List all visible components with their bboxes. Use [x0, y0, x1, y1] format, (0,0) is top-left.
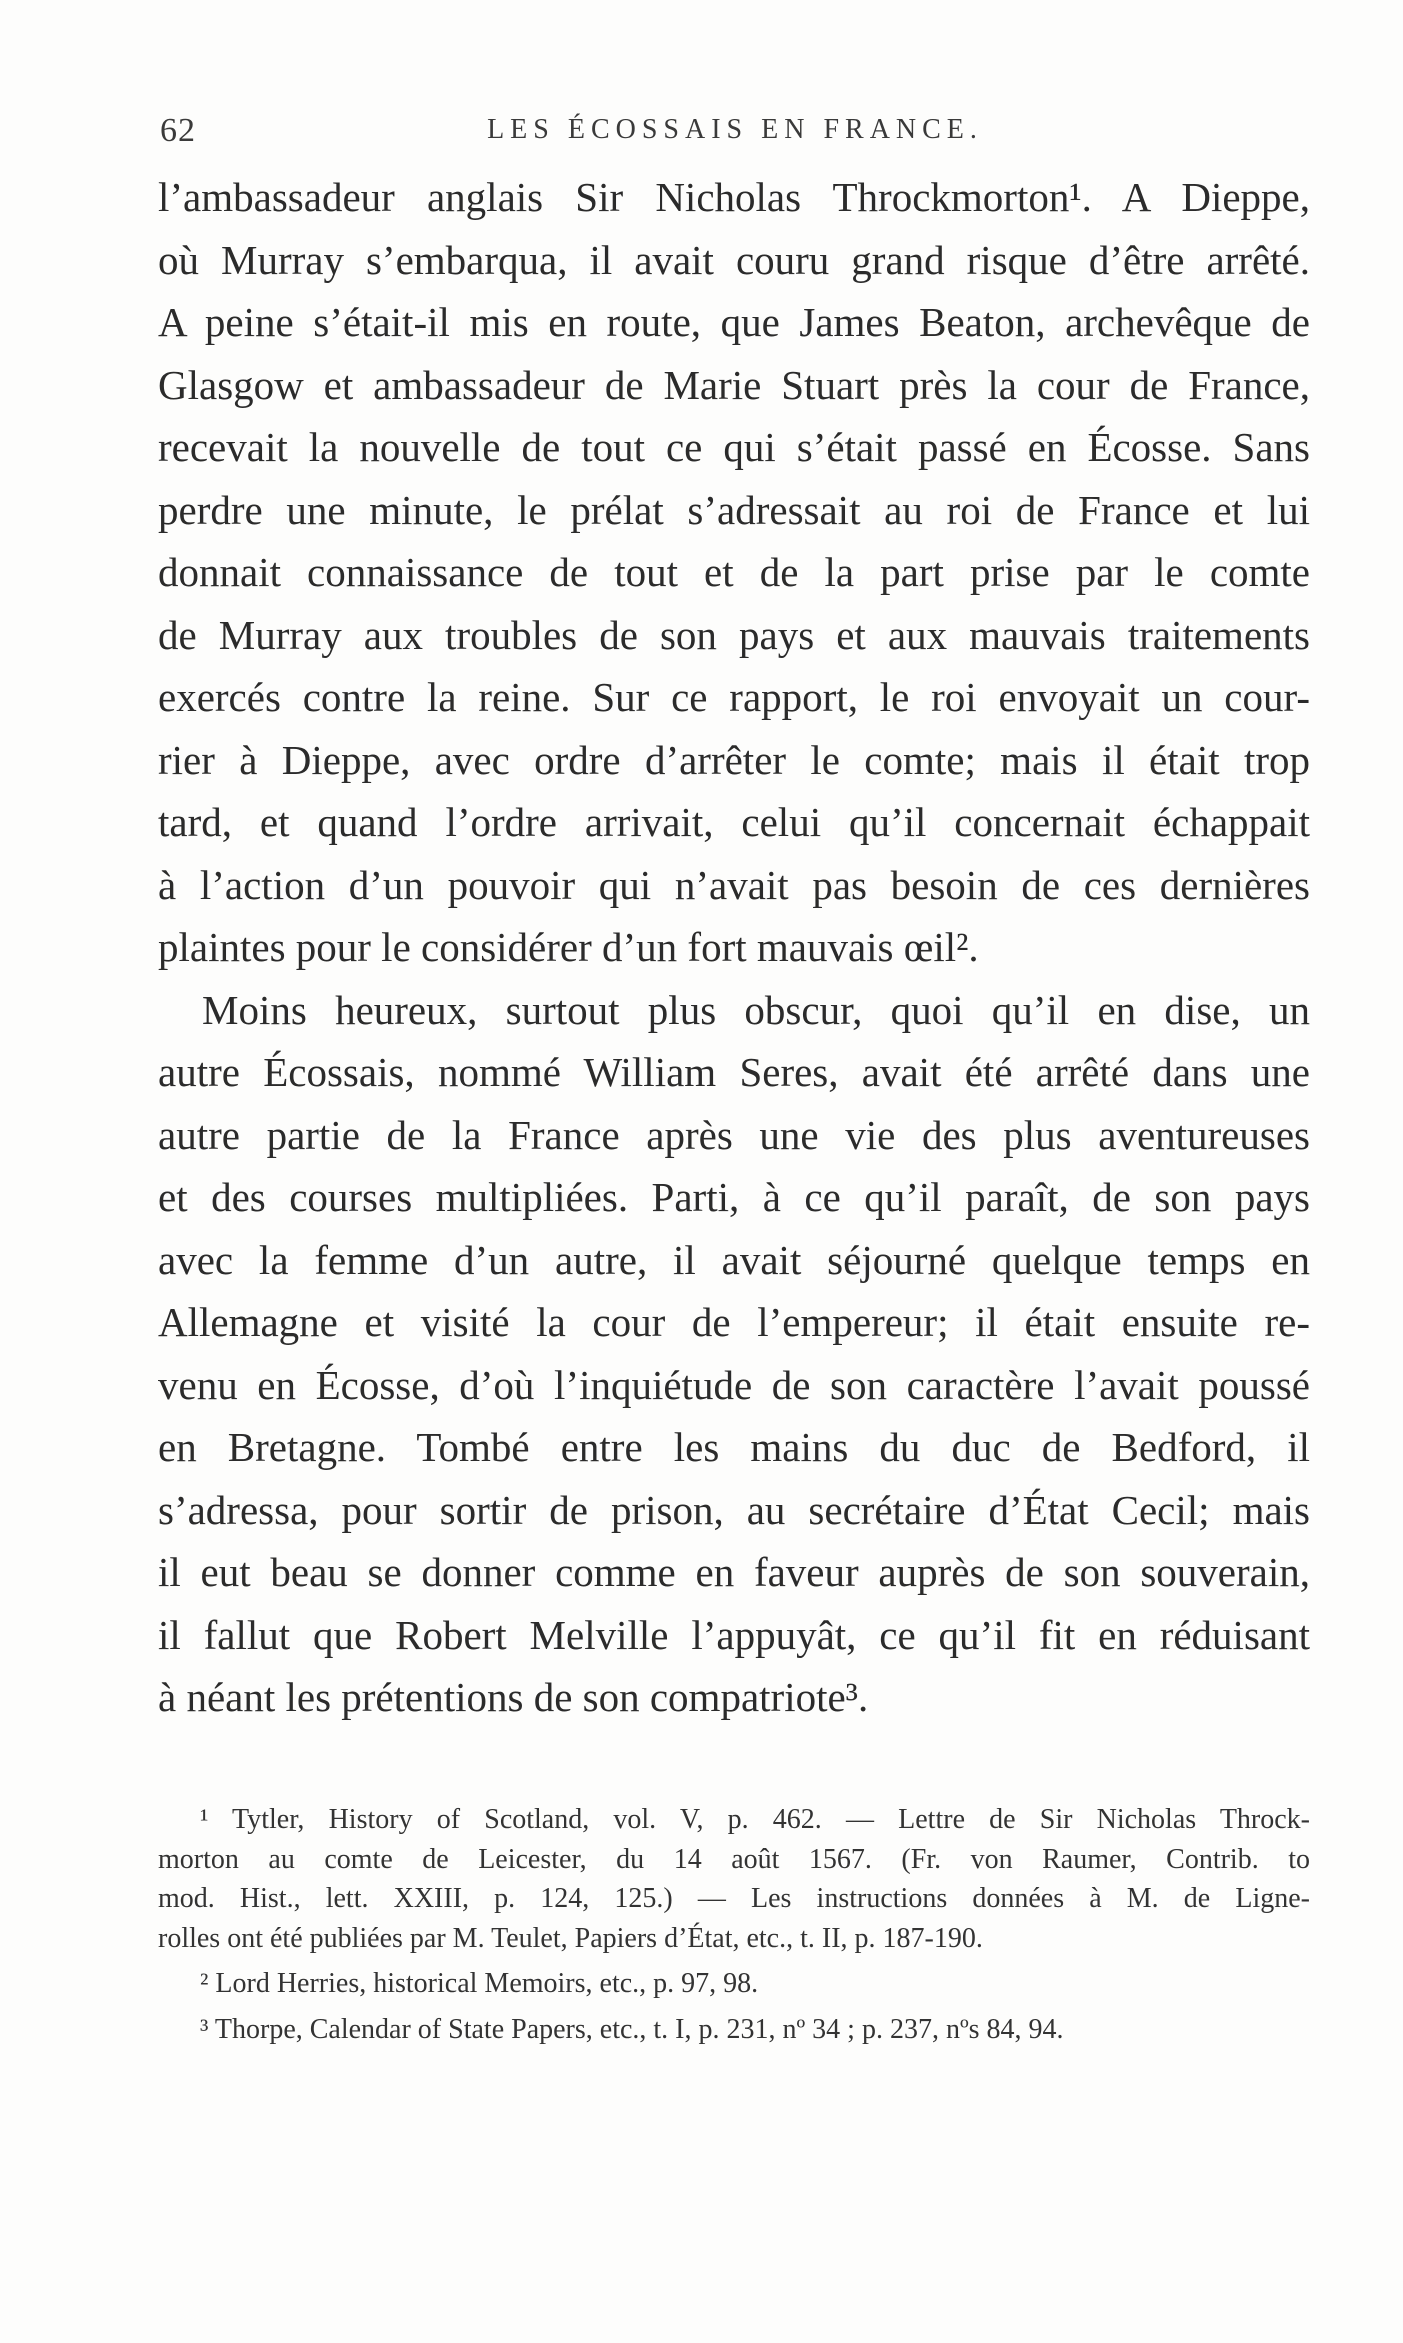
footnote-line: rolles ont été publiées par M. Teulet, Papiers d’État, etc., t. II, p. 187-190.: [158, 1922, 983, 1954]
text-line: avec la femme d’un autre, il avait séjourné quelque temps en: [158, 1236, 1310, 1283]
text-line: exercés contre la reine. Sur ce rapport, le roi envoyait un cour-: [158, 674, 1310, 720]
footnote-1: [158, 1800, 1310, 1958]
text-line: Allemagne et visité la cour de l’empereur; il était ensuite re-: [158, 1299, 1310, 1345]
footnote-line: ¹ Tytler, History of Scotland, vol. V, p. 462. — Lettre de Sir Nicholas Throck-: [200, 1804, 1310, 1835]
text-line: perdre une minute, le prélat s’adressait au roi de France et lui: [158, 486, 1310, 533]
body-text: [158, 166, 1310, 1729]
text-line: et des courses multipliées. Parti, à ce qu’il paraît, de son pays: [158, 1174, 1310, 1220]
text-line: plaintes pour le considérer d’un fort mauvais œil².: [158, 924, 979, 970]
text-line: à néant les prétentions de son compatriote³.: [158, 1674, 869, 1720]
text-line: Moins heureux, surtout plus obscur, quoi qu’il en dise, un: [202, 986, 1310, 1033]
text-line: où Murray s’embarqua, il avait couru grand risque d’être arrêté.: [158, 236, 1310, 283]
text-line: autre partie de la France après une vie des plus aventureuses: [158, 1111, 1310, 1158]
footnote-line: mod. Hist., lett. XXIII, p. 124, 125.) — Les instructions données à M. de Ligne-: [158, 1883, 1310, 1914]
text-line: Glasgow et ambassadeur de Marie Stuart près la cour de France,: [158, 361, 1310, 408]
text-line: à l’action d’un pouvoir qui n’avait pas besoin de ces dernières: [158, 861, 1310, 908]
text-line: tard, et quand l’ordre arrivait, celui qu’il concernait échappait: [158, 799, 1310, 845]
text-line: en Bretagne. Tombé entre les mains du duc de Bedford, il: [158, 1424, 1310, 1470]
text-line: recevait la nouvelle de tout ce qui s’était passé en Écosse. Sans: [158, 424, 1310, 470]
running-title: LES ÉCOSSAIS EN FRANCE.: [487, 114, 983, 145]
footnotes: [158, 1800, 1310, 2049]
text-line: de Murray aux troubles de son pays et aux mauvais traitements: [158, 611, 1310, 658]
text-line: il fallut que Robert Melville l’appuyât, ce qu’il fit en réduisant: [158, 1611, 1310, 1658]
text-line: l’ambassadeur anglais Sir Nicholas Throckmorton¹. A Dieppe,: [158, 174, 1310, 220]
page-number: 62: [160, 112, 196, 149]
text-line: rier à Dieppe, avec ordre d’arrêter le comte; mais il était trop: [158, 736, 1310, 783]
text-line: il eut beau se donner comme en faveur auprès de son souverain,: [158, 1549, 1310, 1595]
footnote-2: ² Lord Herries, historical Memoirs, etc., p. 97, 98.: [200, 1968, 759, 1999]
text-line: s’adressa, pour sortir de prison, au secrétaire d’État Cecil; mais: [158, 1486, 1310, 1533]
text-line: donnait connaissance de tout et de la part prise par le comte: [158, 549, 1310, 595]
footnote-line: morton au comte de Leicester, du 14 août 1567. (Fr. von Raumer, Contrib. to: [158, 1843, 1310, 1875]
text-line: A peine s’était-il mis en route, que James Beaton, archevêque de: [158, 299, 1310, 345]
paragraph: [158, 979, 1310, 1729]
text-line: venu en Écosse, d’où l’inquiétude de son caractère l’avait poussé: [158, 1361, 1310, 1408]
text-line: autre Écossais, nommé William Seres, avait été arrêté dans une: [158, 1049, 1310, 1095]
running-head: [160, 112, 1310, 152]
footnote-3: ³ Thorpe, Calendar of State Papers, etc., t. I, p. 231, nº 34 ; p. 237, nºs 84, 94.: [200, 2013, 1064, 2045]
paragraph: [158, 166, 1310, 979]
